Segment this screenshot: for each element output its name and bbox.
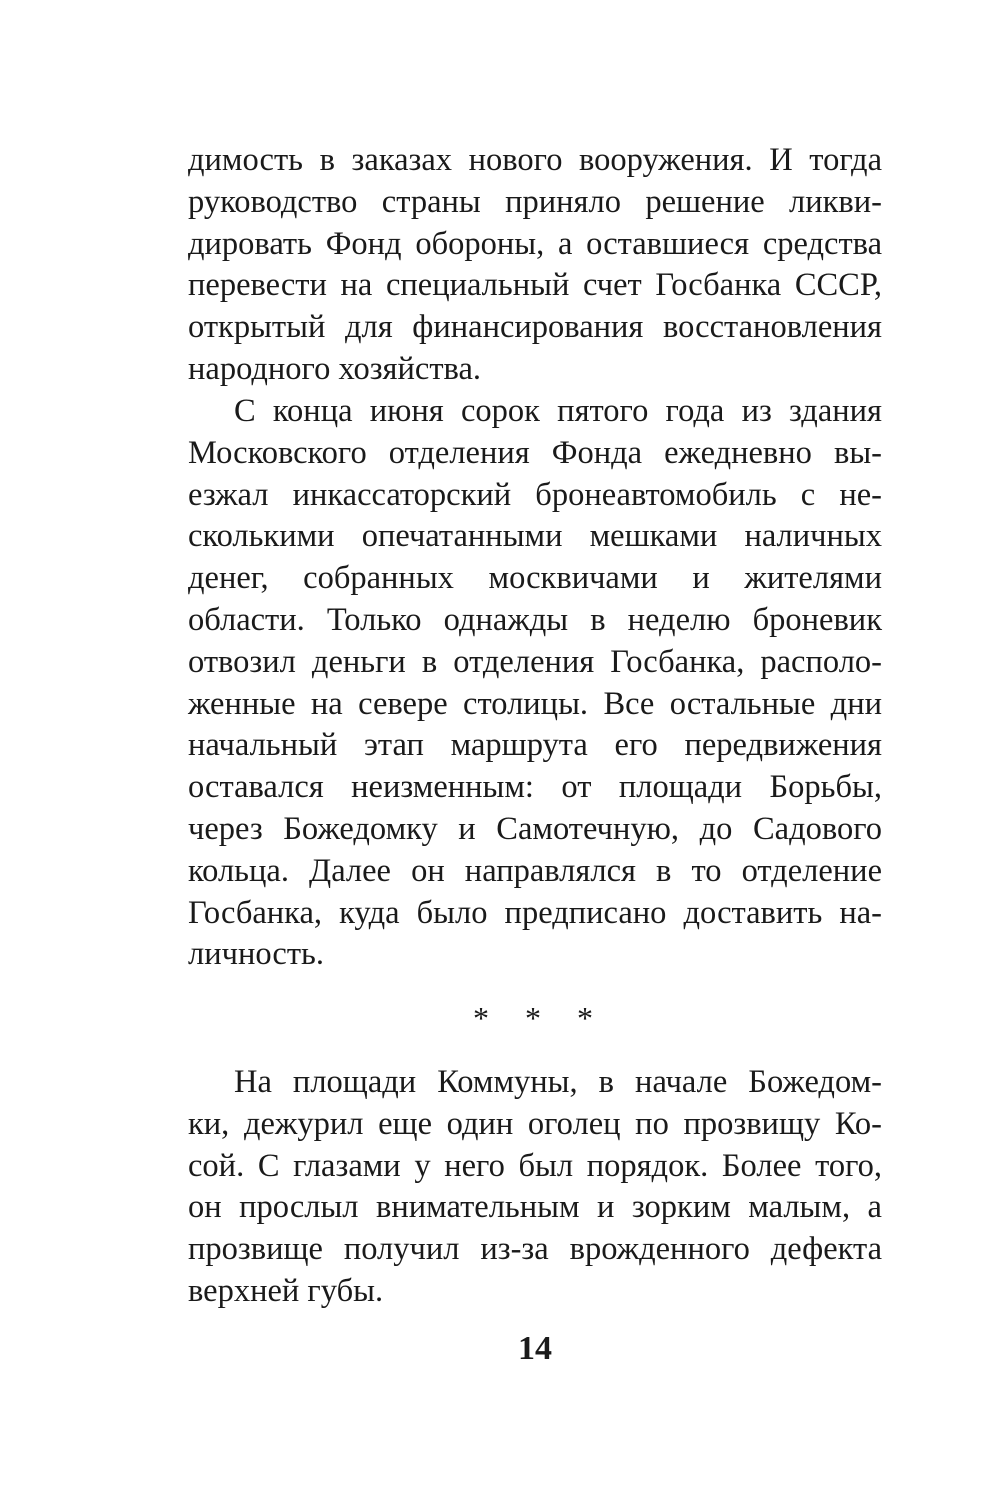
- text-line: верхней губы.: [188, 1272, 384, 1309]
- text-line: езжал инкассаторский бронеавтомобиль с не-: [188, 476, 882, 513]
- text-line: сой. С глазами у него был порядок. Более того,: [188, 1147, 882, 1184]
- text-line: открытый для финансирования восстановления: [188, 309, 882, 346]
- text-line: перевести на специальный счет Госбанка СССР,: [188, 267, 882, 304]
- text-line: руководство страны приняло решение ликви-: [188, 183, 882, 220]
- text-line: С конца июня сорок пятого года из здания: [234, 393, 882, 429]
- text-line: кольца. Далее он направлялся в то отделение: [188, 852, 882, 889]
- text-line: он прослыл внимательным и зорким малым, а: [188, 1189, 882, 1226]
- text-line: области. Только однажды в неделю броневик: [188, 601, 882, 638]
- text-line: ки, дежурил еще один оголец по прозвищу Ко-: [188, 1105, 882, 1142]
- text-line: дировать Фонд обороны, а оставшиеся средства: [188, 225, 882, 262]
- text-line: димость в заказах нового вооружения. И тогда: [188, 142, 882, 178]
- paragraph-armored-car: [188, 391, 882, 976]
- text-line: отвозил деньги в отделения Госбанка, располо-: [188, 643, 882, 680]
- text-line: через Божедомку и Самотечную, до Садового: [188, 810, 882, 847]
- text-line: личность.: [188, 936, 324, 973]
- text-line: прозвище получил из-за врожденного дефекта: [188, 1231, 882, 1268]
- text-line: денег, собранных москвичами и жителями: [188, 560, 882, 597]
- text-line: народного хозяйства.: [188, 350, 481, 387]
- text-line: На площади Коммуны, в начале Божедом-: [234, 1064, 882, 1100]
- text-line: сколькими опечатанными мешками наличных: [188, 518, 882, 555]
- text-line: оставался неизменным: от площади Борьбы,: [188, 769, 882, 806]
- text-line: Московского отделения Фонда ежедневно вы-: [188, 434, 882, 471]
- section-separator: * * *: [473, 1000, 607, 1036]
- page-number: 14: [518, 1330, 552, 1367]
- paragraph-kosoy: [188, 1062, 882, 1313]
- text-line: начальный этап маршрута его передвижения: [188, 727, 882, 764]
- text-line: Госбанка, куда было предписано доставить на-: [188, 894, 882, 931]
- text-line: женные на севере столицы. Все остальные дни: [188, 685, 882, 722]
- paragraph-continuation: [188, 140, 882, 391]
